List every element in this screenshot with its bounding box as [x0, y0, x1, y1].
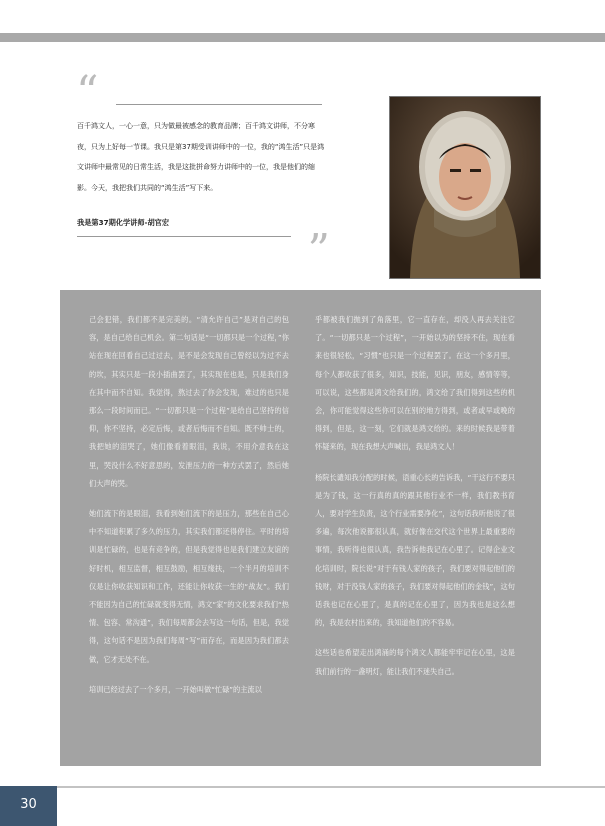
article-paragraph: 乎都被我们抛到了角落里，它一直存在，却没人再去关注它了。“一切都只是一个过程”，一开始以为的坚持不住，现在看来也很轻松，“习惯”也只是一个过程罢了。在这一个多月里，每个人都收获了很多，知识，技能，见识，朋友，感情等等，可以说，这些都是鸿文给我们的，鸿文给了我们得到这些的机会，你可能觉得这些你可以在别的地方得到，或者或早或晚的得到，但是，这一刻，它们就是鸿文给的。来的时候我是带着怀疑来的，现在我想大声喊出，我是鸿文人！	[315, 315, 515, 452]
article-paragraph: 杨院长谴知我分配的时候，语重心长的告诉我，“干这行不要只是为了钱，这一行真的真的跟其他行业不一样，我们教书育人，要对学生负责，这个行业需要净化”，这句话我听他说了很多遍，每次他说都很认真，就好像在交代这个世界上最重要的事情，我听得也很认真，我告诉他我记在心里了。记得企业文化培训时，院长说“对于有钱人家的孩子，我们要对得起他们的钱财，对于没钱人家的孩子，我们要对得起他们的金钱”，这句话我也记在心里了，是真的记在心里了，因为我也是这么想的，我是农村出来的，我知道他们的不容易。	[315, 472, 515, 628]
page-number: 30	[20, 797, 37, 812]
article-paragraph: 己会犯错，我们都不是完美的。“清允许自己”是对自己的包容，是自己给自己机会。第二句话是“一切都只是一个过程，”你站在现在回看自己过过去，是不是会发现自己曾经以为过不去的坎，其实只是一段小插曲罢了，其实现在也是，只是我们身在其中而不自知。我觉得，熬过去了你会发现，难过的也只是那么一段时间而已。“一切都只是一个过程”是给自己坚持的信仰，你不坚持，必定后悔，或者后悔而不自知。既不帅士的，我把她的泪哭了，她们像看着眼泪，我说，不用介意我在这里，哭没什么不好意思的，发泄压力的一种方式罢了，然后她们大声的哭。	[89, 315, 289, 488]
article-paragraph: 培训已经过去了一个多月，一开始叫做“忙碌”的主流以	[89, 684, 262, 694]
article-column-left	[89, 311, 289, 699]
article-paragraph: 她们流下的是眼泪，我看到她们流下的是压力，那些在自己心中不知道积累了多久的压力，其实我们都还得停住。平时的培训是忙碌的，也是有竞争的，但是我觉得也是我们建立友谊的好时机，相互监督，相互鼓励，相互缘扶，一个半月的培训不仅是让你收获知识和工作，还能让你收获一生的“战友”。我们不能因为自己的忙碌就变得无情，鸿文“家”的文化要求我们“热情、包容、常沟通”，我们每周都会去写这一句话，但是，我觉得，这句话不是因为我们每周“写”而存在，而是因为我们都去做，它才无处不在。	[89, 509, 289, 664]
portrait-illustration	[390, 97, 540, 278]
bottom-rule	[0, 786, 605, 788]
intro-paragraph: 百千鸿文人，一心一意，只为做最被感念的教育品牌；百千鸿文讲师，不分寒夜，只为上好每一节课。我只是第37期受训讲师中的一位，我的“鸿生活”只是鸿文讲师中最常见的日常生活，我是这批拼命努力讲师中的一位，我是他们的缩影。今天，我把我们共同的“鸿生活”写下来。	[77, 122, 325, 192]
article-paragraph: 这些话也希望走出鸿涌的每个鸿文人都能牢牢记在心里，这是我们前行的一盏明灯，能让我们不迷失自己。	[315, 648, 515, 676]
open-quote-icon: “	[76, 67, 99, 118]
quote-divider-bottom	[77, 236, 291, 237]
author-signature: 我是第37期化学讲师-胡官宏	[77, 218, 170, 227]
close-quote-icon: ”	[307, 225, 330, 276]
article-column-right	[315, 311, 515, 681]
author-photo	[389, 96, 541, 279]
page-number-box	[0, 786, 57, 826]
top-rule	[0, 33, 605, 42]
quote-divider-top	[116, 104, 322, 105]
intro-quote	[77, 116, 325, 198]
